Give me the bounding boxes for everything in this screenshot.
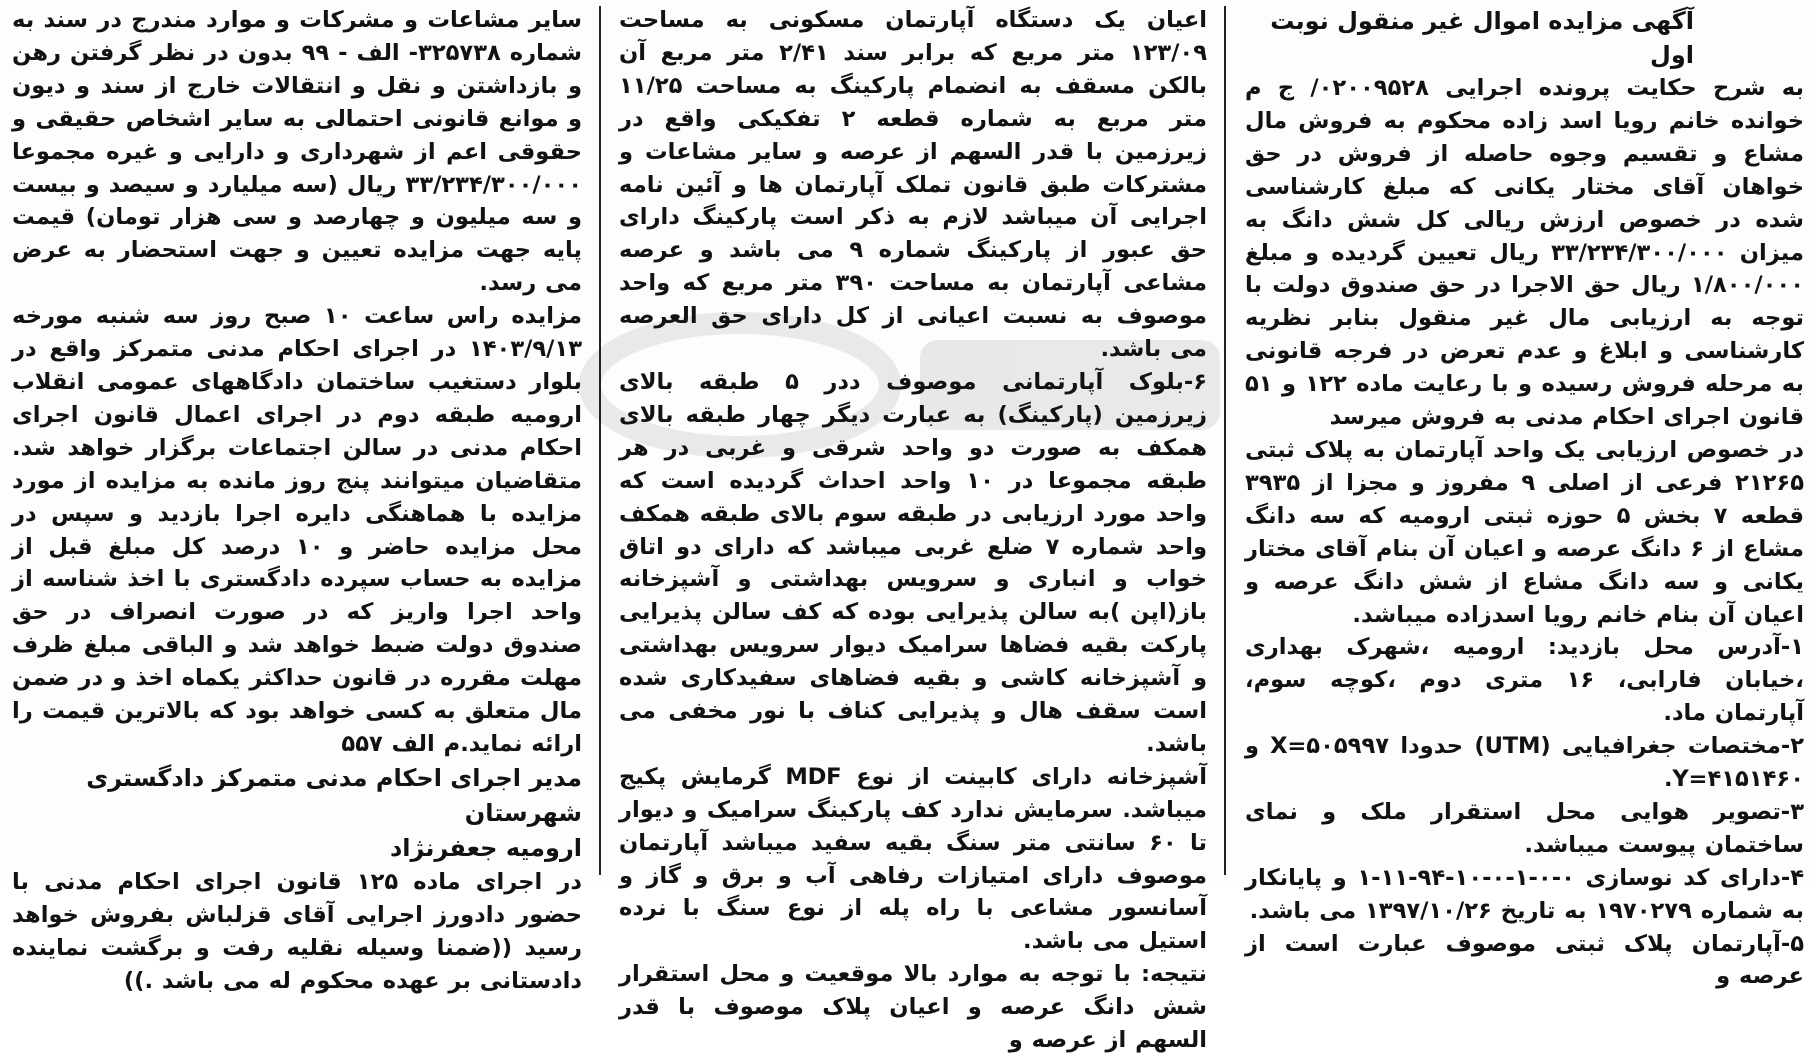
notice-column-middle bbox=[613, 4, 1213, 1054]
signature-title: مدیر اجرای احکام مدنی متمرکز دادگستری شهرستان bbox=[86, 763, 582, 827]
notice-item-aerial-image: ۳-تصویر هوایی محل استقرار ملک و نمای ساختمان پیوست میباشد. bbox=[1245, 798, 1804, 858]
notice-paragraph: آشپزخانه دارای کابینت از نوع MDF گرمایش پکیج میباشد. سرمایش ندارد کف پارکینگ سرامیک و دیوار تا ۶۰ سانتی متر سنگ بقیه سفید میباشد آپارتمان موصوف دارای امتیازات رفاهی آب و برق و گاز و آسانسور مشاعی با راه پله از نوع سنگ با نرده استیل می باشد. bbox=[619, 763, 1207, 955]
notice-title: آگهی مزایده اموال غیر منقول نوبت اول bbox=[1270, 7, 1694, 69]
notice-item-apartment: ۵-آپارتمان پلاک ثبتی موصوف عبارت است از عرصه و bbox=[1245, 930, 1804, 990]
signature-name: ارومیه جعفرنژاد bbox=[389, 833, 582, 862]
notice-paragraph: اعیان یک دستگاه آپارتمان مسکونی به مساحت ۱۲۳/۰۹ متر مربع که برابر سند ۲/۴۱ متر مربع آن بالکن مسقف به انضمام پارکینگ به مساحت ۱۱/۲۵ متر مربع به شماره قطعه ۲ تفکیکی واقع در زیرزمین با قدر السهم از عرصه و سایر مشاعات و مشترکات طبق قانون تملک آپارتمان ها و آئین نامه اجرایی آن میباشد لازم به ذکر است پارکینگ دارای حق عبور از پارکینگ شماره ۹ می باشد و عرصه مشاعی آپارتمان به مساحت ۳۹۰ متر مربع که واحد موصوف به نسبت اعیانی از کل دارای حق العرصه می باشد. bbox=[619, 7, 1207, 363]
notice-paragraph: در خصوص ارزیابی یک واحد آپارتمان به پلاک ثبتی ۲۱۲۶۵ فرعی از اصلی ۹ مفروز و مجزا از ۳۹۳۵ قطعه ۷ بخش ۵ حوزه ثبتی ارومیه که سه دانگ مشاع از ۶ دانگ عرصه و اعیان آن بنام آقای مختار یکانی و سه دانگ مشاع از شش دانگ عرصه و اعیان آن بنام خانم رویا اسدزاده میباشد. bbox=[1245, 436, 1804, 628]
notice-item-coordinates: ۲-مختصات جغرافیایی (UTM) حدودا ۵۰۵۹۹۷=X و ۴۱۵۱۴۶۰=Y. bbox=[1245, 733, 1804, 793]
notice-item-building: ۶-بلوک آپارتمانی موصوف ددر ۵ طبقه بالای زیرزمین (پارکینگ) به عبارت دیگر چهار طبقه بالای همکف به صورت دو واحد شرقی و غربی در هر طبقه مجموعا در ۱۰ واحد احداث گردیده است که واحد مورد ارزیابی در طبقه سوم بالای طبقه همکف واحد شماره ۷ ضلع غربی میباشد که دارای دو اتاق خواب و انباری و سرویس بهداشتی و آشپزخانه باز(اپن )به سالن پذیرایی بوده که کف سالن پذیرایی پارکت بقیه فضاها سرامیک دیوار سرویس بهداشتی و آشپزخانه کاشی و بقیه فضاهای سفیدکاری شده است سقف هال و پذیرایی کناف با نور مخفی می باشد. bbox=[619, 368, 1207, 757]
column-divider bbox=[599, 6, 601, 875]
notice-column-left bbox=[6, 4, 588, 994]
notice-item-address: ۱-آدرس محل بازدید: ارومیه ،شهرک بهداری ،خیابان فارابی، ۱۶ متری دوم ،کوچه سوم، آپارتمان ماد. bbox=[1245, 634, 1804, 727]
column-divider bbox=[1224, 6, 1226, 875]
notice-item-renovation-code: ۴-دارای کد نوسازی ۰-۰-۱-۰-۱۰-۹۴-۱۱-۱ و پایانکار به شماره ۱۹۷۰۲۷۹ به تاریخ ۱۳۹۷/۱۰/۲۶ می باشد. bbox=[1245, 864, 1805, 924]
notice-column-right bbox=[1239, 4, 1810, 990]
notice-paragraph: سایر مشاعات و مشرکات و موارد مندرج در سند به شماره ۳۲۵۷۳۸- الف - ۹۹ بدون در نظر گرفتن رهن و بازداشتن و نقل و انتقالات خارج از سند و دیون و موانع قانونی احتمالی به سایر اشخاص حقیقی و حقوقی اعم از شهرداری و دارایی و غیره مجموعا ۳۳/۲۳۴/۳۰۰/۰۰۰ ریال (سه میلیارد و سیصد و بیست و سه میلیون و چهارصد و سی هزار تومان) قیمت پایه جهت مزایده تعیین و جهت استحضار به عرض می رسد. bbox=[12, 7, 582, 297]
notice-auction-details: مزایده راس ساعت ۱۰ صبح روز سه شنبه مورخه ۱۴۰۳/۹/۱۳ در اجرای احکام مدنی متمرکز واقع در بلوار دستغیب ساختمان دادگاههای عمومی انقلاب ارومیه طبقه دوم در اجرای اعمال قانون اجرای احکام مدنی در سالن اجتماعات برگزار خواهد شد. متقاضیان میتوانند پنج روز مانده به مزایده از مورد مزایده با هماهنگی دایره اجرا بازدید و سپس در محل مزایده حاضر و ۱۰ درصد کل مبلغ قبل از مزایده به حساب سپرده دادگستری با اخذ شناسه از واحد اجرا واریز که در صورت انصراف در حق صندوق دولت ضبط خواهد شد و الباقی مبلغ ظرف مهلت مقرره در قانون حداکثر یکماه اخذ و در ضمن مال متعلق به کسی خواهد بود که بالاترین قیمت را ارائه نماید.م الف ۵۵۷ bbox=[12, 303, 582, 757]
notice-footer: در اجرای ماده ۱۲۵ قانون اجرای احکام مدنی با حضور دادورز اجرایی آقای قزلباش بفروش خواهد رسید ((ضمنا وسیله نقلیه رفت و برگشت نماینده دادستانی بر عهده محکوم له می باشد .)) bbox=[12, 868, 583, 994]
notice-paragraph: به شرح حکایت پرونده اجرایی ۰۲۰۰۹۵۲۸/ ج م خوانده خانم رویا اسد زاده محکوم به فروش مال مشاع و تقسیم وجوه حاصله از فروش در حق خواهان آقای مختار یکانی که مبلغ کارشناسی شده در خصوص ارزش ریالی کل شش دانگ به میزان ۳۳/۲۳۴/۳۰۰/۰۰۰ ریال تعیین گردیده و مبلغ ۱/۸۰۰/۰۰۰ ریال حق الاجرا در حق صندوق دولت با توجه به ارزیابی مال غیر منقول بنابر نظریه کارشناسی و ابلاغ و عدم تعرض در فرجه قانونی به مرحله فروش رسیده و با رعایت ماده ۱۲۲ و ۵۱ قانون اجرای احکام مدنی به فروش میرسد bbox=[1245, 75, 1804, 431]
notice-conclusion: نتیجه: با توجه به موارد بالا موقعیت و محل استقرار شش دانگ عرصه و اعیان پلاک موصوف با قدر السهم از عرصه و bbox=[619, 961, 1207, 1054]
